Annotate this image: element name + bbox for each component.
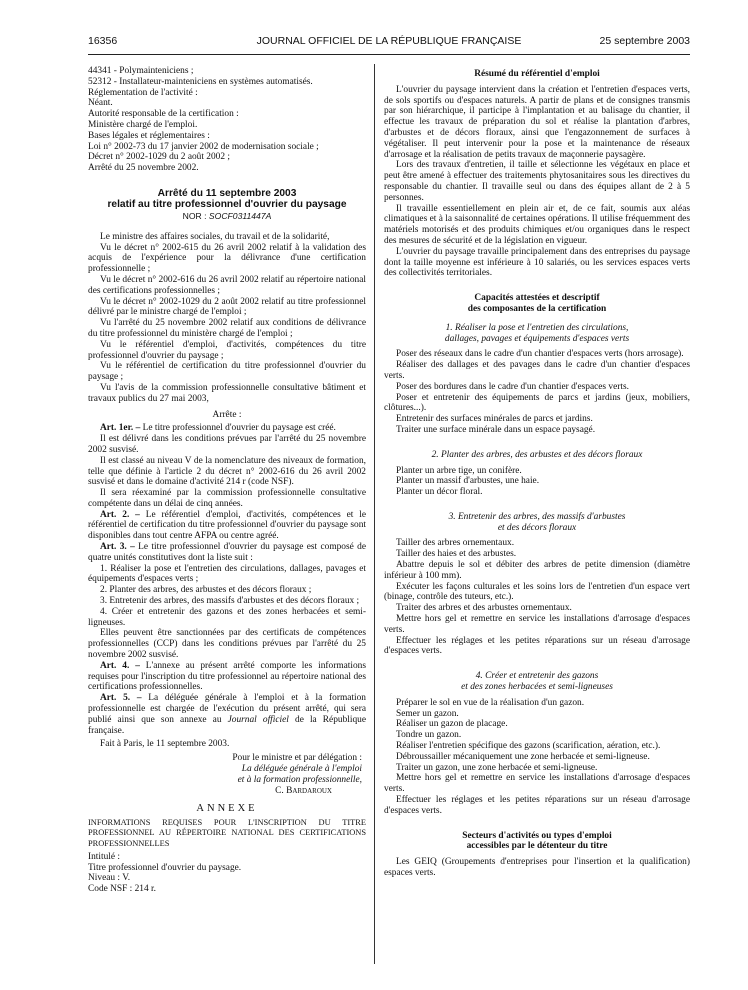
arrete-title — [88, 188, 366, 211]
unit-title-line: 1. Réaliser la pose et l'entretien des circulations, — [445, 322, 629, 333]
list-item: Exécuter les façons culturales et les soins lors de l'entretien d'un espace vert (binage, contrôle des tuteurs, etc.). — [384, 581, 690, 603]
text-line: Titre professionnel d'ouvrier du paysage. — [88, 862, 242, 873]
unit-title-line: et des décors floraux — [497, 522, 577, 533]
preamble-para: Vu le référentiel d'emploi, d'activités, compétences du titre professionnel d'ouvrier du paysage ; — [88, 339, 366, 361]
unit-title: 2. Planter des arbres, des arbustes et des décors floraux — [431, 449, 643, 460]
article-5 — [88, 693, 366, 736]
preamble-para: Vu l'arrêté du 25 novembre 2002 relatif aux conditions de délivrance du titre professionnel du ministère chargé de l'emploi ; — [88, 318, 366, 339]
list-item: Réaliser un gazon de placage. — [396, 719, 508, 730]
paragraph: Il travaille essentiellement en plein air et, de ce fait, soumis aux aléas climatiques et à la saisonnalité de certaines opérations. Il utilise fréquemment des matériels motorisés et des produits chimiques et/ou organiques dans le respect des mesures de sécurité et de la législation en vigueur. — [384, 203, 690, 246]
article-text: L'annexe au présent arrêté comporte les informations requises pour l'inscription du titre professionnel au répertoire national des certifications professionnelles. — [88, 660, 367, 693]
list-item: Effectuer les réglages et les petites réparations sur un réseau d'arrosage d'espaces verts. — [384, 795, 690, 816]
fait-line: Fait à Paris, le 11 septembre 2003. — [100, 739, 230, 750]
unit-title — [384, 323, 690, 345]
arrete-title-line: relatif au titre professionnel d'ouvrier du paysage — [107, 199, 347, 211]
text-line: Loi n° 2002-73 du 17 janvier 2002 de modernisation sociale ; — [88, 141, 319, 152]
preamble-para: Vu le référentiel de certification du titre professionnel d'ouvrier du paysage ; — [88, 361, 366, 383]
arrete-word: Arrête : — [212, 409, 242, 420]
nor-label: NOR : — [182, 210, 207, 221]
article-text: Le titre professionnel d'ouvrier du paysage est créé. — [142, 423, 336, 434]
top-lines — [88, 66, 366, 174]
list-item: Planter un arbre tige, un conifère. — [396, 465, 522, 476]
preamble — [88, 232, 366, 405]
journal-name: Journal officiel — [227, 714, 289, 725]
list-item: Poser et entretenir des équipements de parcs et jardins (jeux, mobiliers, clôtures...). — [384, 392, 690, 414]
text-line: Arrêté du 25 novembre 2002. — [88, 163, 199, 174]
list-item: Planter un massif d'arbustes, une haie. — [396, 476, 540, 487]
text-line: Bases légales et réglementaires : — [88, 130, 210, 141]
signatory-name: C. Bardaroux — [275, 785, 332, 796]
list-item: Effectuer les réglages et les petites réparations sur un réseau d'arrosage d'espaces verts. — [384, 635, 690, 657]
list-item: Traiter des arbres et des arbustes ornementaux. — [396, 603, 572, 614]
column-divider — [374, 64, 375, 964]
article-text: La déléguée générale à l'emploi et à la formation professionnelle est chargée de l'exécution du présent arrêté, qui sera publié ainsi que son annexe au — [88, 693, 366, 725]
article-para: Il est classé au niveau V de la nomenclature des niveaux de formation, telle que définie à l'article 2 du décret n° 2002-616 du 26 avril 2002 susvisé et dans le domaine d'activité 214 r (code NSF). — [88, 455, 366, 488]
article-label: Art. 2. – — [100, 509, 140, 520]
list-item: Poser des bordures dans le cadre d'un chantier d'espaces verts. — [396, 381, 629, 392]
annexe-heading: INFORMATIONS REQUISES POUR L'INSCRIPTION DU TITRE PROFESSIONNEL AU RÉPERTOIRE NATIONAL DES CERTIFICATIONS PROFESSIONNELLES — [88, 818, 366, 848]
paragraph: Lors des travaux d'entretien, il taille et sélectionne les végétaux en place et peut être amené à effectuer des traitements phytosanitaires sous les directives du responsable du chantier. Il travaille seul ou dans des équipes allant de 2 à 5 personnes. — [384, 160, 690, 203]
article-label: Art. 4. – — [100, 660, 140, 671]
list-item: Tailler des arbres ornementaux. — [396, 538, 515, 549]
list-item: Réaliser des dallages et des pavages dans le cadre d'un chantier d'espaces verts. — [384, 360, 690, 381]
text-line: Autorité responsable de la certification : — [88, 109, 239, 120]
list-item: 2. Planter des arbres, des arbustes et des décors floraux ; — [100, 585, 312, 596]
unit-title-line: dallages, pavages et équipements d'espaces verts — [444, 333, 630, 344]
list-item: Traiter un gazon, une zone herbacée et semi-ligneuse. — [396, 762, 598, 773]
text-line: Néant. — [88, 98, 113, 109]
signature-line: La déléguée générale à l'emploi — [241, 764, 362, 775]
text-line: Décret n° 2002-1029 du 2 août 2002 ; — [88, 152, 231, 163]
list-item: Mettre hors gel et remettre en service les installations d'arrosage d'espaces verts. — [384, 773, 690, 795]
article-label: Art. 1er. – — [100, 423, 141, 434]
preamble-para: Le ministre des affaires sociales, du travail et de la solidarité, — [100, 231, 330, 242]
list-item: Planter un décor floral. — [396, 487, 483, 498]
header-rule — [88, 54, 690, 55]
article-para: Il sera réexaminé par la commission professionnelle consultative compétente dans un délai de cinq années. — [88, 488, 366, 509]
unit-title — [384, 671, 690, 693]
preamble-para: Vu le décret n° 2002-615 du 26 avril 2002 relatif à la validation des acquis de l'expérience pour la délivrance d'une certification professionnelle ; — [88, 242, 366, 275]
unit-title-line: et des zones herbacées et semi-ligneuses — [461, 682, 613, 693]
section-title: Résumé du référentiel d'emploi — [474, 69, 600, 79]
section-title-line: des composantes de la certification — [467, 303, 607, 314]
preamble-para: Vu l'avis de la commission professionnelle consultative bâtiment et travaux publics du 27 mai 2003, — [88, 382, 366, 404]
annexe-title: ANNEXE — [196, 803, 258, 815]
list-item: 1. Réaliser la pose et l'entretien des circulations, dallages, pavages et équipements d'espaces verts ; — [88, 563, 366, 585]
text-line: Niveau : V. — [88, 873, 131, 884]
signature-line: et à la formation professionnelle, — [237, 774, 362, 785]
list-item: Traiter une surface minérale dans un espace paysagé. — [396, 424, 596, 435]
article-para: Il est délivré dans les conditions prévues par l'arrêté du 25 novembre 2002 susvisé. — [88, 434, 366, 455]
article-4 — [88, 661, 366, 693]
list-item: Tailler des haies et des arbustes. — [396, 549, 517, 560]
list-item: Abattre depuis le sol et débiter des arbres de petite dimension (diamètre inférieur à 100 mm). — [384, 560, 690, 581]
unit-title — [384, 512, 690, 534]
text-line: Code NSF : 214 r. — [88, 884, 156, 895]
article-1 — [88, 423, 366, 434]
article-text: de la République française. — [88, 714, 367, 736]
journal-title: JOURNAL OFFICIEL DE LA RÉPUBLIQUE FRANÇAISE — [256, 35, 522, 47]
section-title-line: Secteurs d'activités ou types d'emploi — [462, 830, 612, 841]
list-item: Semer un gazon. — [396, 708, 459, 719]
preamble-para: Vu le décret n° 2002-616 du 26 avril 2002 relatif au répertoire national des certifications professionnelles ; — [88, 274, 366, 296]
right-column — [384, 66, 690, 879]
text-line: 52312 - Installateur-mainteniciens en systèmes automatisés. — [88, 76, 313, 87]
list-item: 4. Créer et entretenir des gazons et des zones herbacées et semi-ligneuses. — [88, 606, 366, 628]
article-text: Le titre professionnel d'ouvrier du paysage est composé de quatre unités constitutives dont la liste suit : — [88, 542, 366, 563]
section-title — [384, 293, 690, 315]
section-title — [384, 831, 690, 853]
paragraph: L'ouvrier du paysage travaille principalement dans des entreprises du paysage dont la taille moyenne est inférieure à 10 salariés, ou les services espaces verts des collectivités territoriales. — [384, 246, 690, 279]
publication-date: 25 septembre 2003 — [599, 35, 690, 47]
paragraph: Les GEIQ (Groupements d'entreprises pour l'insertion et la qualification) espaces verts. — [384, 857, 690, 878]
section-title-line: accessibles par le détenteur du titre — [466, 841, 608, 852]
signature-block — [88, 753, 366, 796]
nor-code: SOCF0311447A — [208, 210, 272, 221]
page-header — [88, 36, 690, 50]
arrete-title-line: Arrêté du 11 septembre 2003 — [157, 187, 297, 199]
article-label: Art. 5. – — [100, 693, 142, 704]
left-column — [88, 66, 366, 895]
article-2 — [88, 510, 366, 542]
list-item: Débroussailler mécaniquement une zone herbacée et semi-ligneuse. — [396, 751, 650, 762]
nor-reference — [88, 211, 366, 222]
article-para: Elles peuvent être sanctionnées par des certificats de compétences professionnelles (CCP) dans les conditions prévues par l'arrêté du 25 novembre 2002 susvisé. — [88, 628, 366, 661]
text-line: Réglementation de l'activité : — [88, 87, 198, 98]
paragraph: L'ouvrier du paysage intervient dans la création et l'entretien d'espaces verts, de sols sportifs ou d'espaces naturels. A partir de plans et de consignes transmis par son hiérarchique, il participe à l'implantation et au balisage du chantier, il effectue les travaux de préparation du sol et réalise la plantation d'arbres, d'arbustes et de décors floraux, ainsi que l'engazonnement de surfaces à végétaliser. Il peut intervenir pour la pose et la maintenance de réseaux d'arrosage et la réalisation de petits travaux de maçonnerie paysagère. — [384, 84, 690, 160]
list-item: Préparer le sol en vue de la réalisation d'un gazon. — [396, 697, 585, 708]
unit-title-line: 3. Entretenir des arbres, des massifs d'arbustes — [448, 511, 626, 522]
text-line: Ministère chargé de l'emploi. — [88, 119, 198, 130]
text-line: 44341 - Polymainteniciens ; — [88, 66, 194, 76]
preamble-para: Vu le décret n° 2002-1029 du 2 août 2002 relatif au titre professionnel délivré par le ministre chargé de l'emploi ; — [88, 296, 366, 318]
article-3 — [88, 542, 366, 564]
article-label: Art. 3. – — [100, 542, 135, 553]
article-text: Le référentiel d'emploi, d'activités, compétences et le référentiel de certification du titre professionnel d'ouvrier du paysage sont disponibles dans tout centre AFPA ou centre agréé. — [88, 509, 367, 542]
page-number: 16356 — [88, 35, 118, 47]
list-item: Entretenir des surfaces minérales de parcs et jardins. — [396, 414, 593, 425]
unit-title-line: 4. Créer et entretenir des gazons — [475, 671, 599, 682]
list-item: Mettre hors gel et remettre en service les installations d'arrosage d'espaces verts. — [384, 614, 690, 635]
list-item: 3. Entretenir des arbres, des massifs d'arbustes et des décors floraux ; — [100, 596, 360, 607]
section-title-line: Capacités attestées et descriptif — [474, 293, 600, 304]
signature-line: Pour le ministre et par délégation : — [232, 753, 362, 764]
text-line: Intitulé : — [88, 851, 121, 862]
list-item: Réaliser l'entretien spécifique des gazons (scarification, aération, etc.). — [396, 741, 661, 752]
list-item: Tondre un gazon. — [396, 730, 462, 741]
list-item: Poser des réseaux dans le cadre d'un chantier d'espaces verts (hors arrosage). — [396, 349, 684, 360]
